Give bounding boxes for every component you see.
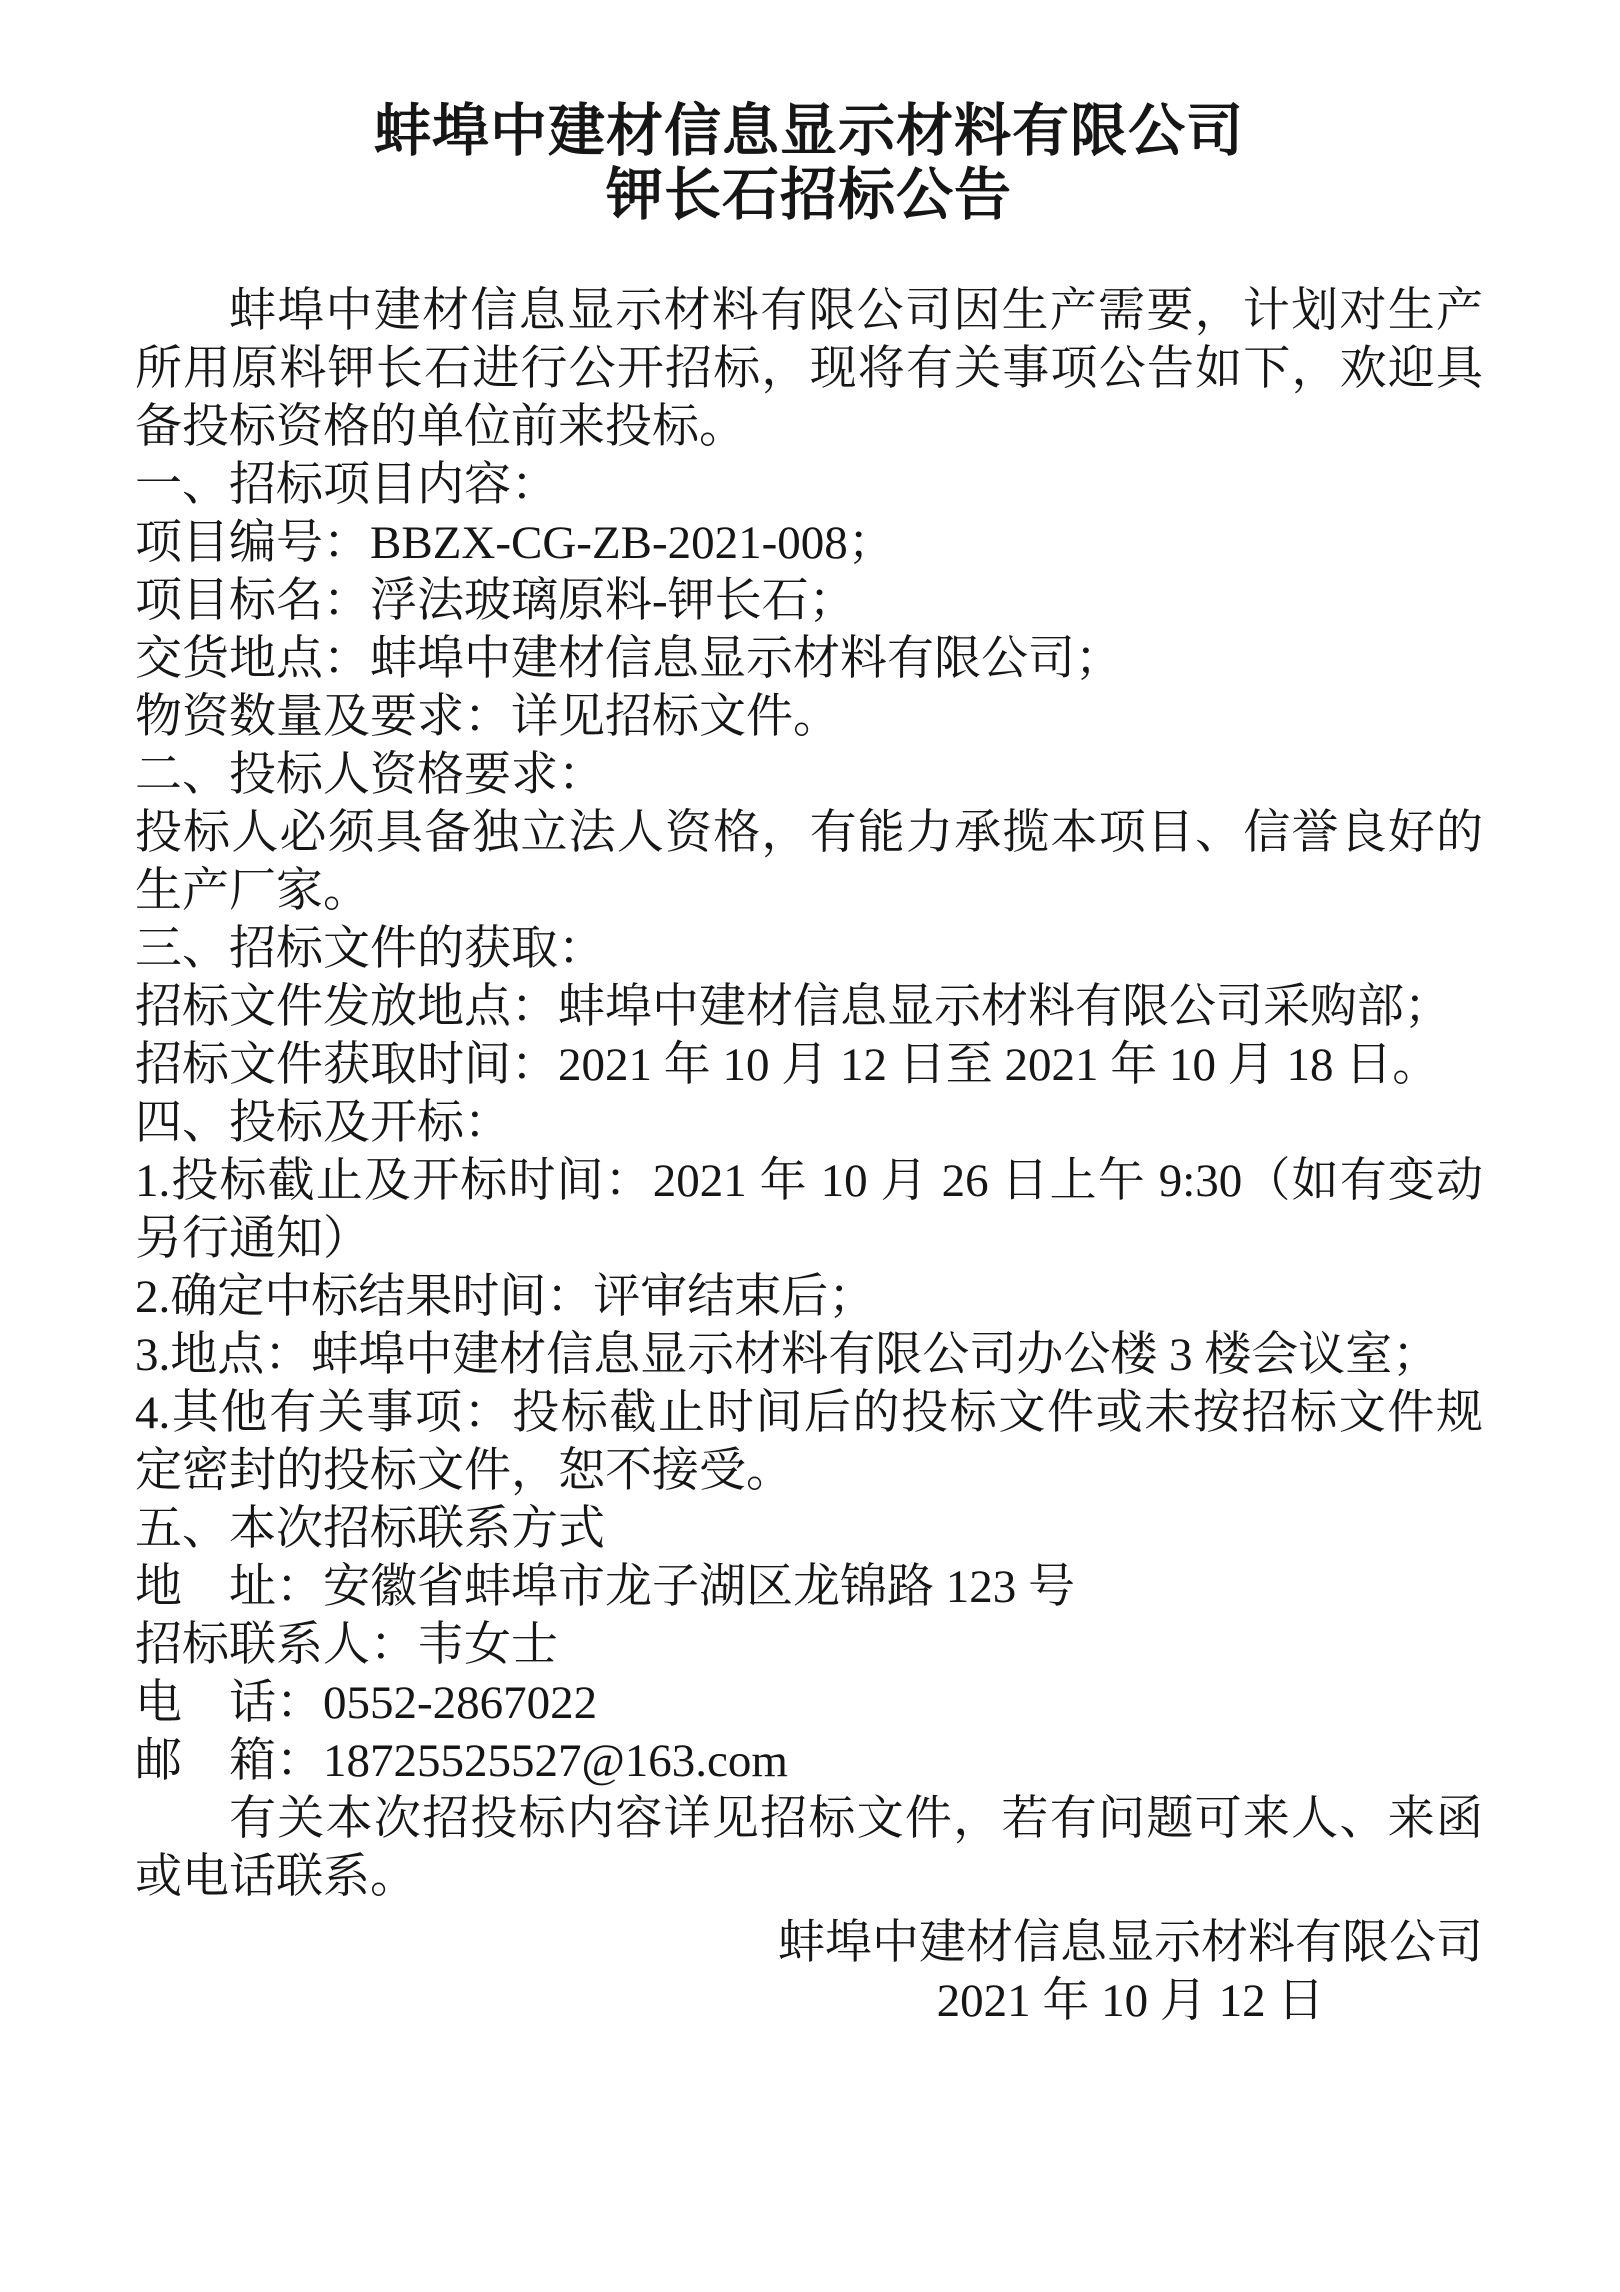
- paragraph: 物资数量及要求：详见招标文件。: [135, 691, 840, 743]
- paragraph: 四、投标及开标：: [135, 1097, 511, 1149]
- paragraph: 二、投标人资格要求：: [135, 749, 605, 801]
- paragraph: 电 话：0552-2867022: [135, 1677, 598, 1729]
- paragraph: 邮 箱：18725525527@163.com: [135, 1735, 788, 1787]
- signature-block: [135, 1914, 1483, 2030]
- paragraph: 投标人必须具备独立法人资格，有能力承揽本项目、信誉良好的生产厂家。: [135, 807, 1483, 917]
- signature-inner: [778, 1914, 1483, 2030]
- paragraph: 1.投标截止及开标时间：2021 年 10 月 26 日上午 9:30（如有变动另行通知）: [135, 1155, 1483, 1265]
- paragraph: 交货地点：蚌埠中建材信息显示材料有限公司；: [135, 633, 1122, 685]
- paragraph: 蚌埠中建材信息显示材料有限公司因生产需要，计划对生产所用原料钾长石进行公开招标，现将有关事项公告如下，欢迎具备投标资格的单位前来投标。: [135, 285, 1483, 453]
- paragraph: 五、本次招标联系方式: [135, 1503, 605, 1555]
- paragraph: 招标文件发放地点：蚌埠中建材信息显示材料有限公司采购部；: [135, 981, 1451, 1033]
- signature-company: 蚌埠中建材信息显示材料有限公司: [778, 1917, 1483, 1969]
- paragraph: 项目编号：BBZX-CG-ZB-2021-008；: [135, 517, 895, 569]
- paragraph: 4.其他有关事项：投标截止时间后的投标文件或未按招标文件规定密封的投标文件，恕不接受。: [135, 1387, 1483, 1497]
- title-line-company: 蚌埠中建材信息显示材料有限公司: [374, 100, 1244, 163]
- paragraph: 地 址：安徽省蚌埠市龙子湖区龙锦路 123 号: [135, 1561, 1075, 1613]
- paragraph: 项目标名：浮法玻璃原料-钾长石；: [135, 575, 856, 627]
- paragraph: 3.地点：蚌埠中建材信息显示材料有限公司办公楼 3 楼会议室；: [135, 1329, 1440, 1381]
- paragraph: 一、招标项目内容：: [135, 459, 558, 511]
- title-line-subject: 钾长石招标公告: [606, 164, 1012, 227]
- paragraph: 2.确定中标结果时间：评审结束后；: [135, 1271, 876, 1323]
- signature-date: 2021 年 10 月 12 日: [936, 1975, 1325, 2027]
- paragraph: 有关本次招投标内容详见招标文件，若有问题可来人、来函或电话联系。: [135, 1793, 1483, 1903]
- document-title: [135, 100, 1483, 228]
- paragraph: 招标文件获取时间：2021 年 10 月 12 日至 2021 年 10 月 18 日。: [135, 1039, 1440, 1091]
- document-body: [135, 282, 1483, 1906]
- paragraph: 三、招标文件的获取：: [135, 923, 605, 975]
- paragraph: 招标联系人：韦女士: [135, 1619, 558, 1671]
